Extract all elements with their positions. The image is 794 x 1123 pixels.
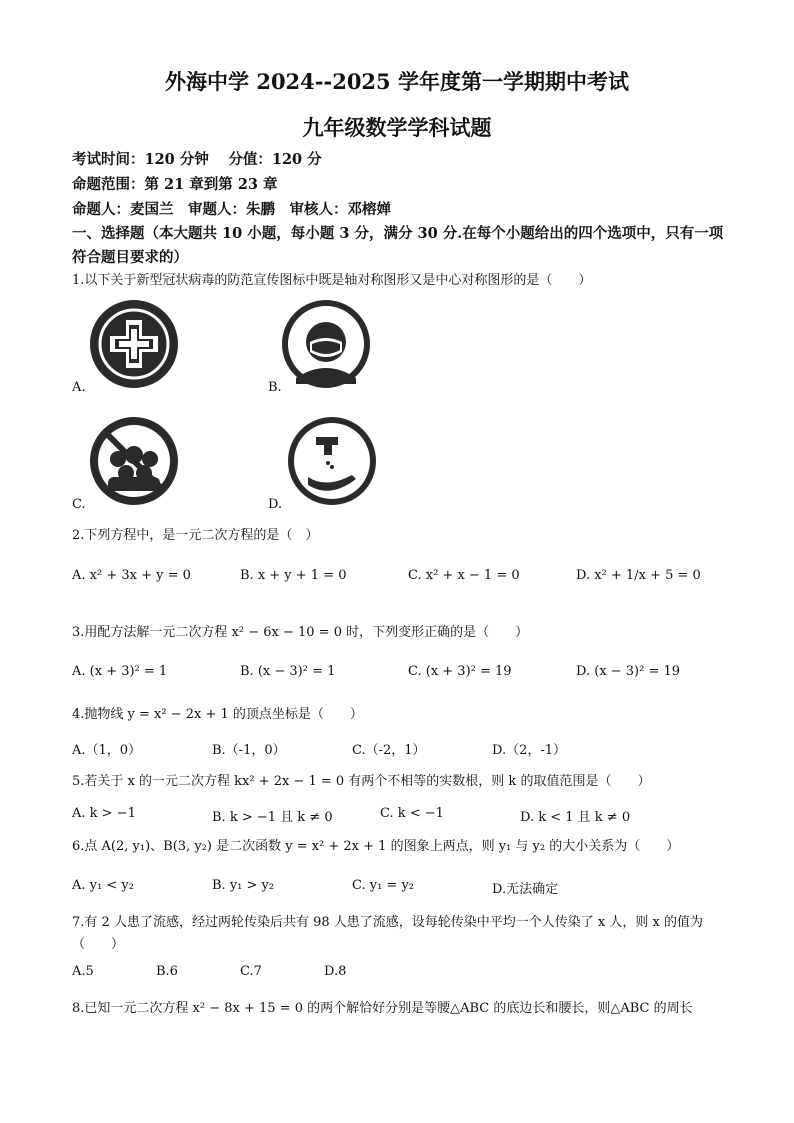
question-5-stem: 5.若关于 x 的一元二次方程 kx² + 2x − 1 = 0 有两个不相等的实数根，则 k 的取值范围是（ ） <box>72 774 651 789</box>
medical-cross-icon <box>88 298 180 390</box>
option-d: D.（2，-1） <box>492 743 567 758</box>
option-b: B.（-1，0） <box>212 743 286 758</box>
section-heading: 一、选择题（本大题共 10 小题，每小题 3 分，满分 30 分.在每个小题给出的四个选项中，只有一项符合题目要求的） <box>72 225 724 266</box>
question-8-stem: 8.已知一元二次方程 x² − 8x + 15 = 0 的两个解恰好分别是等腰△ABC 的底边长和腰长，则△ABC 的周长 <box>72 1001 693 1016</box>
option-b: B. x + y + 1 = 0 <box>240 568 347 583</box>
option-d: D.无法确定 <box>492 882 559 897</box>
exam-scope-info: 命题范围：第 21 章到第 23 章 <box>72 176 278 193</box>
exam-subtitle: 九年级数学学科试题 <box>302 115 492 140</box>
question-3-stem: 3.用配方法解一元二次方程 x² − 6x − 10 = 0 时，下列变形正确的是（ ） <box>72 625 529 640</box>
question-6-stem: 6.点 A(2, y₁)、B(3, y₂) 是二次函数 y = x² + 2x + 1 的图象上两点，则 y₁ 与 y₂ 的大小关系为（ ） <box>72 839 680 854</box>
option-a: A. x² + 3x + y = 0 <box>72 568 191 583</box>
no-crowd-icon <box>88 415 180 507</box>
hand-wash-icon <box>286 415 378 507</box>
option-c: C.7 <box>240 964 262 979</box>
option-a: A. (x + 3)² = 1 <box>72 664 168 679</box>
question-7-stem: 7.有 2 人患了流感，经过两轮传染后共有 98 人患了流感，设每轮传染中平均一个人传染了 x 人，则 x 的值为（ ） <box>72 915 703 952</box>
option-a: A.5 <box>72 964 94 979</box>
exam-title: 外海中学 2024--2025 学年度第一学期期中考试 <box>165 69 629 94</box>
option-c: C. (x + 3)² = 19 <box>408 664 512 679</box>
face-mask-icon <box>280 298 372 390</box>
option-b: B. k > −1 且 k ≠ 0 <box>212 810 333 825</box>
option-c: C. k < −1 <box>380 806 444 821</box>
option-c: C.（-2，1） <box>352 743 426 758</box>
option-d: D. k < 1 且 k ≠ 0 <box>520 810 631 825</box>
option-d: D. (x − 3)² = 19 <box>576 664 681 679</box>
option-d: D.8 <box>324 964 347 979</box>
option-c: C. x² + x − 1 = 0 <box>408 568 520 583</box>
option-c: C. y₁ = y₂ <box>352 878 415 893</box>
question-4-stem: 4.抛物线 y = x² − 2x + 1 的顶点坐标是（ ） <box>72 707 363 722</box>
option-a: A.（1，0） <box>72 743 142 758</box>
option-b: B. (x − 3)² = 1 <box>240 664 336 679</box>
question-1-stem: 1.以下关于新型冠状病毒的防范宣传图标中既是轴对称图形又是中心对称图形的是（ ） <box>72 273 592 288</box>
option-label: D. <box>268 497 283 512</box>
option-a: A. k > −1 <box>72 806 136 821</box>
option-b: B. y₁ > y₂ <box>212 878 275 893</box>
option-d: D. x² + 1/x + 5 = 0 <box>576 568 701 583</box>
exam-time-info: 考试时间：120 分钟 分值：120 分 <box>72 151 322 168</box>
exam-authors-info: 命题人：麦国兰 审题人：朱鹏 审核人：邓榕婵 <box>72 201 391 218</box>
option-label: A. <box>72 380 86 395</box>
option-b: B.6 <box>156 964 178 979</box>
option-a: A. y₁ < y₂ <box>72 878 134 893</box>
option-label: B. <box>268 380 282 395</box>
option-label: C. <box>72 497 86 512</box>
question-2-stem: 2.下列方程中，是一元二次方程的是（ ） <box>72 528 319 543</box>
